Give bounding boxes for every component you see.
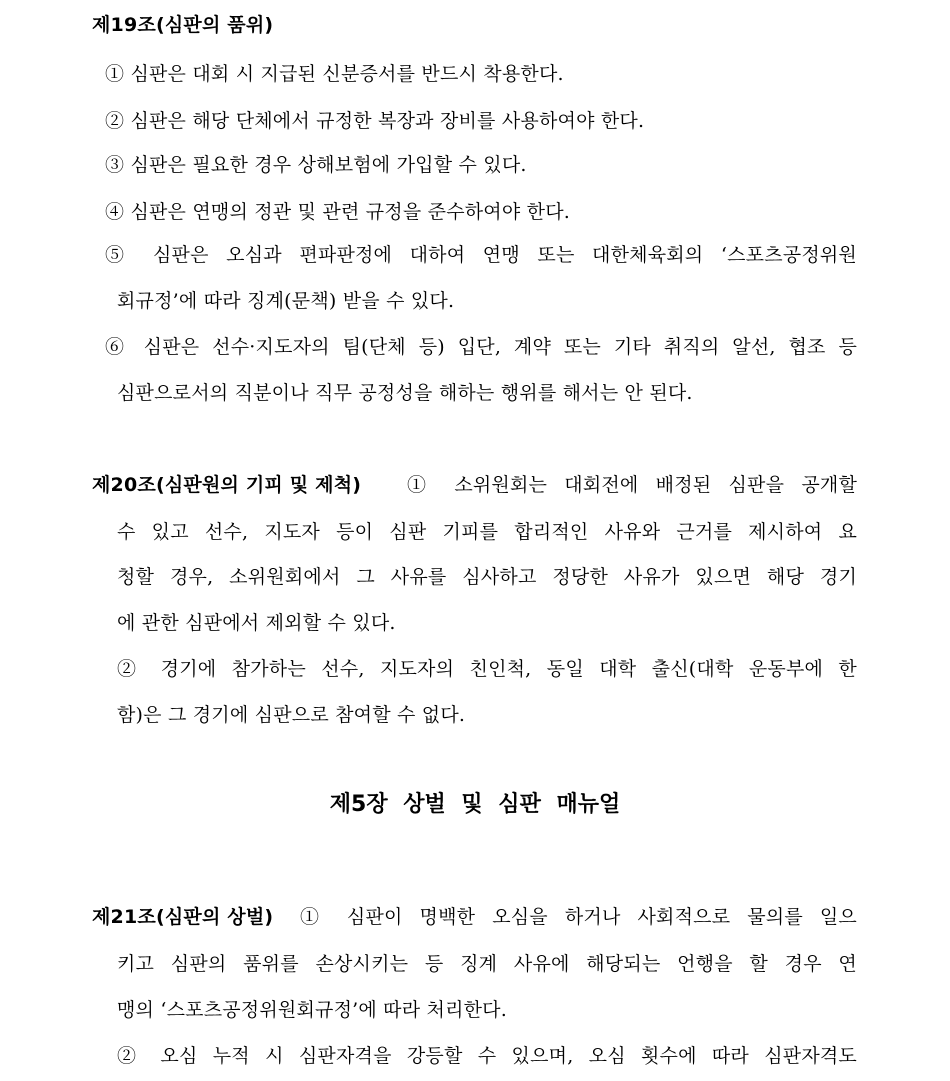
article-19-item-5-cont: 회규정’에 따라 징계(문책) 받을 수 있다.	[117, 290, 455, 312]
article-19-item-1: ① 심판은 대회 시 지급된 신분증서를 반드시 착용한다.	[105, 63, 564, 85]
article-20-line-4: 에 관한 심판에서 제외할 수 있다.	[117, 612, 396, 634]
article-20-heading: 제20조(심판원의 기피 및 제척)	[92, 474, 362, 496]
article-20-line-5: ② 경기에 참가하는 선수, 지도자의 친인척, 동일 대학 출신(대학 운동부에 한	[117, 658, 857, 680]
article-20-line-1: ① 소위원회는 대회전에 배정된 심판을 공개할	[407, 474, 857, 496]
article-19-item-5: ⑤ 심판은 오심과 편파판정에 대하여 연맹 또는 대한체육회의 ‘스포츠공정위원	[105, 244, 857, 266]
article-19-heading: 제19조(심판의 품위)	[92, 14, 274, 36]
article-21-line-2: 키고 심판의 품위를 손상시키는 등 징계 사유에 해당되는 언행을 할 경우 연	[117, 953, 857, 975]
article-20-line-6: 함)은 그 경기에 심판으로 참여할 수 없다.	[117, 704, 466, 726]
article-19-item-6-cont: 심판으로서의 직분이나 직무 공정성을 해하는 행위를 해서는 안 된다.	[117, 382, 693, 404]
article-19-item-3: ③ 심판은 필요한 경우 상해보험에 가입할 수 있다.	[105, 154, 527, 176]
article-21-line-1: ① 심판이 명백한 오심을 하거나 사회적으로 물의를 일으	[300, 906, 857, 928]
article-19-item-2: ② 심판은 해당 단체에서 규정한 복장과 장비를 사용하여야 한다.	[105, 110, 645, 132]
article-19-item-6: ⑥ 심판은 선수·지도자의 팀(단체 등) 입단, 계약 또는 기타 취직의 알선, 협조 등	[105, 336, 857, 358]
article-20-line-2: 수 있고 선수, 지도자 등이 심판 기피를 합리적인 사유와 근거를 제시하여 요	[117, 521, 857, 543]
article-19-item-4: ④ 심판은 연맹의 정관 및 관련 규정을 준수하여야 한다.	[105, 201, 570, 223]
article-21-line-3: 맹의 ‘스포츠공정위원회규정’에 따라 처리한다.	[117, 999, 507, 1021]
article-21-line-4: ② 오심 누적 시 심판자격을 강등할 수 있으며, 오심 횟수에 따라 심판자격도	[117, 1045, 857, 1067]
article-20-line-3: 청할 경우, 소위원회에서 그 사유를 심사하고 정당한 사유가 있으면 해당 경기	[117, 566, 857, 588]
article-21-heading: 제21조(심판의 상벌)	[92, 906, 274, 928]
chapter-title: 제5장 상벌 및 심판 매뉴얼	[329, 792, 621, 817]
